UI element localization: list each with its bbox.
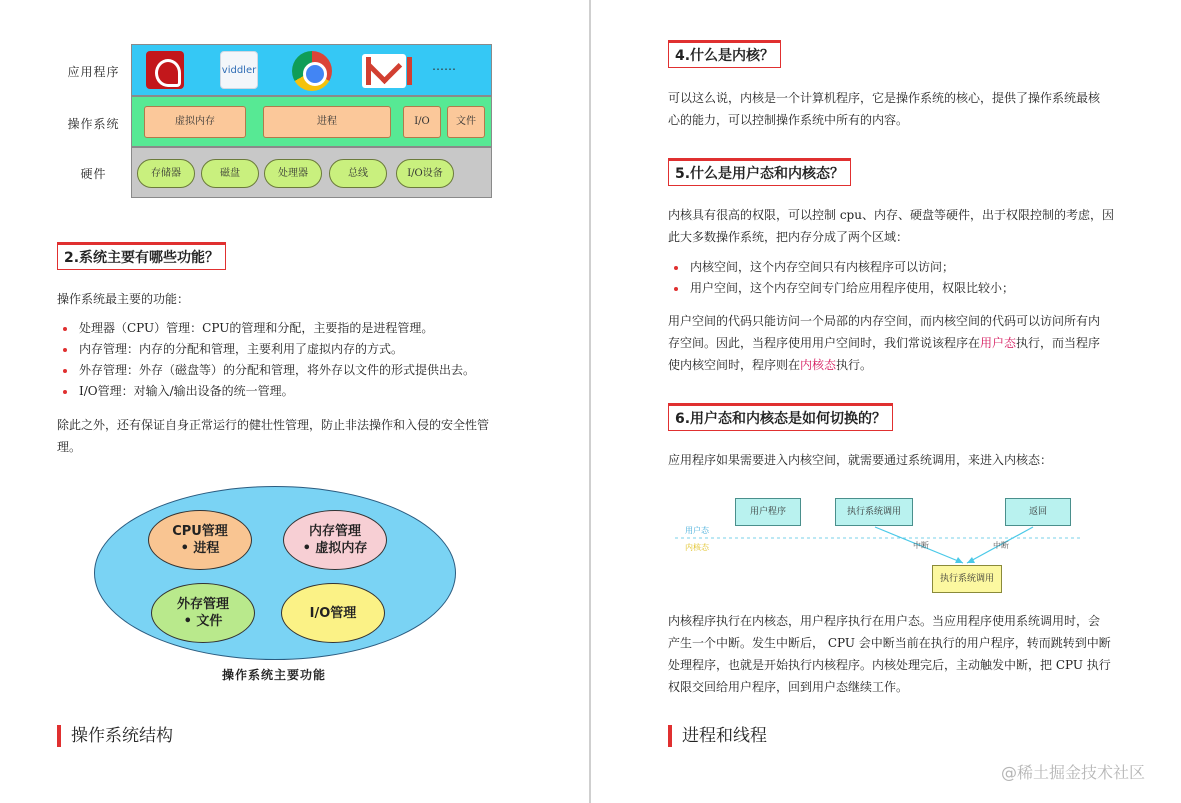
return-box: 返回 — [1005, 498, 1071, 526]
list-item: 处理器（CPU）管理：CPU的管理和分配，主要指的是进程管理。 — [57, 318, 527, 339]
paragraph-line: 用户空间的代码只能访问一个局部的内存空间，而内核空间的代码可以访问所有内 — [668, 314, 1101, 328]
section-5-heading: 5.什么是用户态和内核态？ — [668, 158, 851, 186]
os-process: 进程 — [263, 106, 391, 138]
text-span: 存空间。因此，当程序使用用户空间时，我们常说该程序在 — [668, 336, 981, 350]
cpu-management-node: CPU管理 • 进程 — [148, 510, 252, 570]
io-management-node: I/O管理 — [281, 583, 385, 643]
list-item: 用户空间，这个内存空间专门给应用程序使用，权限比较小； — [668, 278, 1128, 299]
text-span: 执行。 — [836, 358, 873, 372]
interrupt-label-1: 中断 — [913, 541, 929, 550]
section-4-heading: 4.什么是内核？ — [668, 40, 781, 68]
chrome-icon — [292, 51, 332, 91]
section-5-paragraph-2 — [668, 310, 1138, 376]
exec-syscall-box: 执行系统调用 — [835, 498, 913, 526]
watermark: @稀土掘金技术社区 — [1001, 763, 1146, 782]
paragraph-line — [668, 332, 1138, 354]
app-layer-label: 应用程序 — [67, 65, 120, 79]
user-program-box: 用户程序 — [735, 498, 801, 526]
paragraph-line: 内核具有很高的权限，可以控制 cpu、内存、硬盘等硬件，出于权限控制的考虑，因 — [668, 208, 1114, 222]
more-apps-ellipsis: …… — [432, 59, 456, 73]
mode-switch-diagram — [675, 490, 1085, 600]
paragraph-line: 理。 — [57, 440, 82, 454]
paragraph-line: 权限交回给用户程序，回到用户态继续工作。 — [668, 680, 909, 694]
paragraph-line: 内核程序执行在内核态，用户程序执行在用户态。当应用程序使用系统调用时，会 — [668, 614, 1101, 628]
os-functions-diagram — [94, 486, 456, 660]
os-layer-label: 操作系统 — [67, 117, 120, 131]
hw-layer-label: 硬件 — [80, 167, 107, 181]
paragraph-line — [668, 354, 1138, 376]
hw-io-device: I/O设备 — [396, 159, 454, 188]
text-span: 执行，而当程序 — [1016, 336, 1101, 350]
functions-diagram-caption: 操作系统主要功能 — [222, 668, 327, 682]
app-layer — [131, 44, 492, 96]
interrupt-label-2: 中断 — [993, 541, 1009, 550]
os-structure-heading: 操作系统结构 — [57, 725, 173, 747]
paragraph-line: 处理程序，也就是开始执行内核程序。内核处理完后，主动触发中断，把 CPU 执行 — [668, 658, 1111, 672]
os-file: 文件 — [447, 106, 485, 138]
acrobat-icon — [146, 51, 184, 89]
os-layer — [131, 96, 492, 147]
paragraph-line: 心的能力，可以控制操作系统中所有的内容。 — [668, 113, 909, 127]
memory-management-node: 内存管理 • 虚拟内存 — [283, 510, 387, 570]
os-io: I/O — [403, 106, 441, 138]
section-6-heading: 6.用户态和内核态是如何切换的？ — [668, 403, 893, 431]
list-item: 内核空间，这个内存空间只有内核程序可以访问； — [668, 257, 1128, 278]
list-item: 外存管理：外存（磁盘等）的分配和管理，将外存以文件的形式提供出去。 — [57, 360, 527, 381]
paragraph-line: 可以这么说，内核是一个计算机程序，它是操作系统的核心，提供了操作系统最核 — [668, 91, 1101, 105]
hw-disk: 磁盘 — [201, 159, 259, 188]
list-item: 内存管理：内存的分配和管理，主要利用了虚拟内存的方式。 — [57, 339, 527, 360]
user-mode-label: 用户态 — [685, 526, 709, 535]
storage-management-node: 外存管理 • 文件 — [151, 583, 255, 643]
section-2-extra-paragraph — [57, 414, 527, 458]
os-architecture-diagram — [56, 44, 492, 198]
viddler-icon: viddler — [220, 51, 258, 89]
hw-bus: 总线 — [329, 159, 387, 188]
hw-storage: 存储器 — [137, 159, 195, 188]
paragraph-line: 产生一个中断。发生中断后， CPU 会中断当前在执行的用户程序，转而跳转到中断 — [668, 636, 1111, 650]
functions-ellipse — [94, 486, 456, 660]
process-thread-heading: 进程和线程 — [668, 725, 767, 747]
section-2-heading: 2.系统主要有哪些功能？ — [57, 242, 226, 270]
section-5-bullet-list — [668, 257, 1128, 299]
kernel-syscall-box: 执行系统调用 — [932, 565, 1002, 593]
os-virtual-memory: 虚拟内存 — [144, 106, 246, 138]
section-5-intro — [668, 204, 1138, 248]
hardware-layer — [131, 147, 492, 198]
list-item: I/O管理：对输入/输出设备的统一管理。 — [57, 381, 527, 402]
paragraph-line: 除此之外，还有保证自身正常运行的健壮性管理，防止非法操作和入侵的安全性管 — [57, 418, 490, 432]
section-2-intro: 操作系统最主要的功能： — [57, 292, 190, 306]
section-4-paragraph — [668, 87, 1128, 131]
section-6-paragraph — [668, 610, 1138, 698]
kernel-mode-label: 内核态 — [685, 543, 709, 552]
section-2-bullet-list — [57, 318, 527, 402]
gmail-icon — [362, 54, 406, 88]
user-mode-highlight: 用户态 — [980, 336, 1017, 350]
kernel-mode-highlight: 内核态 — [800, 358, 837, 372]
text-span: 使内核空间时，程序则在 — [668, 358, 801, 372]
section-6-intro: 应用程序如果需要进入内核空间，就需要通过系统调用，来进入内核态： — [668, 453, 1053, 467]
paragraph-line: 此大多数操作系统，把内存分成了两个区域： — [668, 230, 909, 244]
hw-processor: 处理器 — [264, 159, 322, 188]
